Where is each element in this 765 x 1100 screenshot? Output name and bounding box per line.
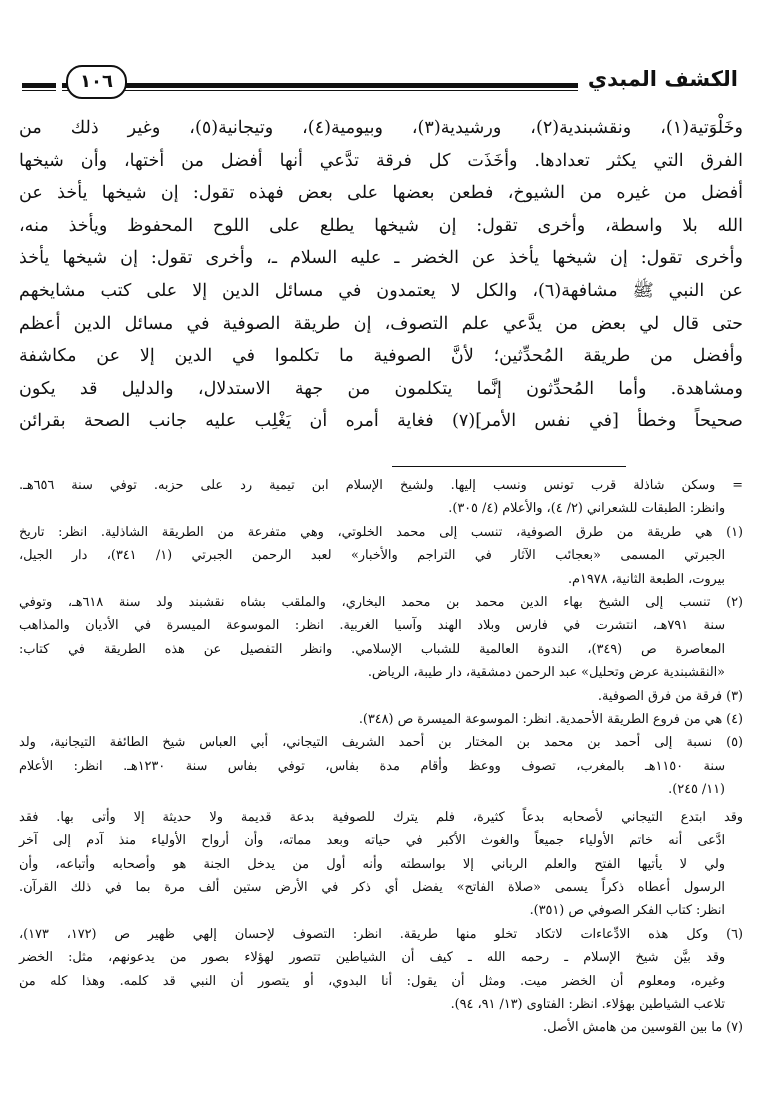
footnote-line: «النقشبندية عرض وتحليل» عبد الرحمن دمشقية، دار طيبة، الرياض.	[367, 665, 725, 681]
footnote-line: (٦) وكل هذه الادِّعاءات لاتكاد تخلو منها طريقة. انظر: التصوف لإحسان إلهي ظهير ص (١٧٢، ١٧٣)،	[19, 926, 743, 942]
footnote-line: (٣) فرقة من فرق الصوفية.	[597, 688, 743, 704]
footnote-line: وقد بيَّن شيخ الإسلام ـ رحمه الله ـ كيف أن الشياطين تتصور لهؤلاء بصور من يدعونهم، مثل: الخضر	[19, 950, 725, 966]
footnote	[19, 731, 743, 801]
body-line: الله بلا واسطة، وأخرى تقول: إن شيخها يطلع على اللوح المحفوظ ويأخذ منه،	[19, 215, 743, 236]
body-line: وخَلْوَتية(١)، ونقشبندية(٢)، ورشيدية(٣)، وبيومية(٤)، وتيجانية(٥)، وغير ذلك من	[19, 118, 744, 138]
page-header	[22, 62, 746, 100]
body-line: صحيحاً وخطأ [في نفس الأمر](٧) فغاية أمره أن يَغْلِب عليه جانب الصحة بقرائن	[19, 411, 743, 432]
footnotes	[19, 474, 743, 1040]
footnote-line: (١١/ ٢٤٥).	[668, 782, 725, 798]
footnote	[19, 685, 743, 708]
footnote	[19, 591, 743, 685]
footnote-line: سنة ١١٥٠هـ بالمغرب، تصوف ووعظ وأقام مدة بفاس، توفي بفاس سنة ١٢٣٠هـ. انظر: الأعلام	[19, 758, 725, 774]
footnote	[19, 1016, 743, 1039]
footnote-line: وانظر: الطبقات للشعراني (٢/ ٤)، والأعلام (٤/ ٣٠٥).	[448, 501, 725, 517]
footnote-line: الجبرتي المسمى «بعجائب الآثار في التراجم والأخبار» لعبد الرحمن الجبرتي (١/ ٣٤١)، دار الجيل،	[19, 548, 725, 564]
footnote-line: ولي لا يأتيها الفتح والعلم الرباني إلا بواسطته وأنه أول من يدخل الجنة هو وأصحابه وأتباعه، وأن	[19, 856, 725, 872]
footnote-line: تلاعب الشياطين بهؤلاء. انظر: الفتاوى (١٣/ ٩١، ٩٤).	[450, 996, 725, 1012]
footnote-line: ادَّعى أنه خاتم الأولياء جميعاً والغوث الأكبر في حياته وبعد مماته، وأن أرواح الأولياء منذ آدم إلى آخر	[19, 833, 725, 849]
footnote-line: وغيره، ومعلوم أن الخضر ميت. ومثل أن يقول: أنا البدوي، أو يتصور أن النبي قد كلمه. وهذا كله من	[19, 973, 725, 989]
footnote-divider	[392, 466, 626, 467]
footnote	[19, 923, 743, 1017]
footnote-line: سنة ٧٩١هـ، انتشرت في فارس وبلاد الهند وآسيا الغربية. انظر: الموسوعة الميسرة في الأديان والمذاهب	[19, 618, 725, 634]
book-title: الكشف المبدي	[578, 62, 746, 96]
footnote-line: المعاصرة ص (٣٤٩)، الندوة العالمية للشباب الإسلامي. وانظر التفصيل عن هذه الطريقة في كتاب:	[19, 641, 725, 657]
footnote	[19, 474, 743, 521]
main-text	[19, 112, 743, 438]
body-line: أفضل من غيره من الشيوخ، فطعن بعضها على بعض فهذه تقول: إن شيخها يأخذ عن	[19, 183, 743, 204]
page-number: ١٠٦	[66, 65, 127, 99]
body-line: حتى قال لي بعض من يدَّعي علم التصوف، إن طريقة الصوفية في مسائل الدين أعظم	[19, 313, 743, 334]
footnote	[19, 708, 743, 731]
footnote-line: (٧) ما بين القوسين من هامش الأصل.	[543, 1020, 743, 1036]
footnote-line: الرسول أعطاه ذكراً يسمى «صلاة الفاتح» يفضل أي ذكر في الأرض ستين ألف مرة بما في ذلك القرآن.	[19, 879, 725, 895]
footnote-line: (٤) هي من فروع الطريقة الأحمدية. انظر: الموسوعة الميسرة ص (٣٤٨).	[358, 712, 743, 728]
footnote	[19, 521, 743, 591]
footnote-line: (١) هي طريقة من طرق الصوفية، تنسب إلى محمد الخلوتي، وهي متفرعة من الطريقة الشاذلية. انظر: تاريخ	[19, 524, 743, 540]
body-line: الفرق التي يكثر تعدادها. وأخَذَت كل فرقة تدَّعي أنها أفضل من أختها، وأن شيخها	[19, 150, 743, 171]
footnote-line: انظر: كتاب الفكر الصوفي ص (٣٥١).	[529, 903, 725, 919]
body-line: عن النبي ﷺ مشافهة(٦)، والكل لا يعتمدون في مسائل الدين إلا على كتب مشايخهم	[19, 280, 744, 301]
footnote-line: = وسكن شاذلة قرب تونس ونسب إليها. ولشيخ الإسلام ابن تيمية رد على حزبه. توفي سنة ٦٥٦هـ.	[19, 478, 743, 493]
footnote-line: وقد ابتدع التيجاني لأصحابه بدعاً كثيرة، فلم يترك للصوفية بدعة قديمة ولا حديثة إلا وأتى بها. فقد	[19, 809, 743, 825]
footnote-line: (٥) نسبة إلى أحمد بن محمد بن المختار بن أحمد الشريف التيجاني، أبي العباس شيخ الطائفة التيجانية، ولد	[19, 735, 743, 751]
footnote-line: (٢) تنسب إلى الشيخ بهاء الدين محمد بن محمد البخاري، والملقب بشاه نقشبند ولد سنة ٦١٨هـ، وتوفي	[19, 595, 743, 611]
footnote-line: بيروت، الطبعة الثانية، ١٩٧٨م.	[567, 571, 725, 587]
body-line: وأفضل من طريقة المُحدِّثين؛ لأنَّ الصوفية ما تكلموا في الدين إلا عن مكاشفة	[19, 346, 743, 367]
body-line: وأخرى تقول: إن شيخها يأخذ عن الخضر ـ عليه السلام ـ، وأخرى تقول: إن شيخها يأخذ	[19, 248, 743, 269]
body-line: ومشاهدة. وأما المُحدِّثون إنَّما يتكلمون من جهة الاستدلال، والدليل قد يكون	[19, 378, 743, 399]
footnote	[19, 806, 743, 923]
